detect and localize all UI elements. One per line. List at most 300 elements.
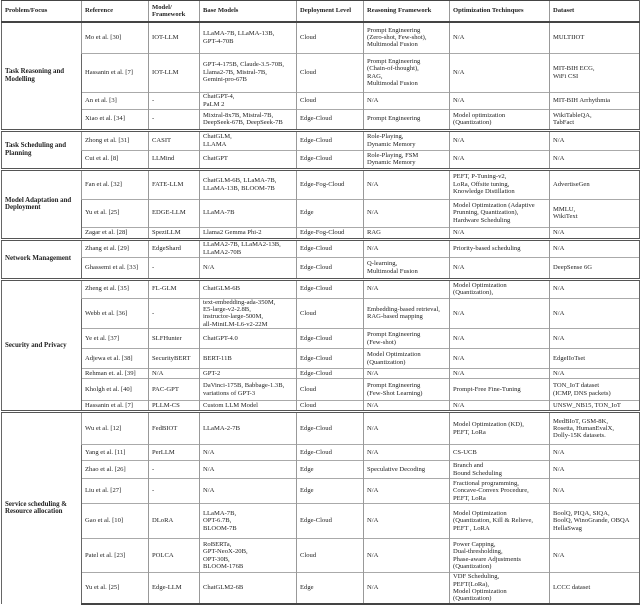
table-row [2,109,640,130]
table-row [2,239,640,257]
reasoning-line: N/A [367,401,379,409]
model-cell: - [149,257,200,279]
model-cell: EdgeShard [149,239,200,257]
base-models-line: DaVinci-175B, Babbage-1.3B, [203,382,285,390]
optimization-line: Concave-Convex Procedure, [453,487,529,495]
optimization-line: PEFT , LoRA [453,524,490,532]
table-row [2,279,640,298]
deployment-cell: Cloud [297,53,364,92]
dataset-line: N/A [553,334,565,342]
dataset-line: TON_IoT dataset [553,382,600,390]
dataset-line: HellaSwag [553,524,582,532]
optimization-cell [450,329,550,349]
dataset-line: N/A [553,285,565,293]
deployment-cell: Cloud [297,379,364,401]
optimization-line: N/A [453,401,465,409]
dataset-line: MedBIoT, GSM-8K, [553,417,609,425]
optimization-cell [450,169,550,199]
header-deployment: Deployment Level [297,1,364,23]
reasoning-cell [364,539,450,573]
dataset-cell [550,461,640,479]
base-models-line: variations of GPT-3 [203,389,256,397]
reasoning-cell [364,239,450,257]
base-models-line: LLaMA-7B [203,209,235,217]
dataset-line: MMLU, [553,205,576,213]
reference-cell: Gao et al. [10] [82,504,149,539]
optimization-line: (Quantization) [453,119,492,126]
base-models-cell [200,109,297,130]
base-models-line: LLaMA-7B, LLaMA-13B, [203,30,275,38]
dataset-line: BoolQ, WinoGrande, OBQA [553,517,630,525]
deployment-cell: Cloud [297,401,364,412]
optimization-line: (Quantization), [453,289,494,296]
base-models-cell [200,257,297,279]
problem-focus-cell: Task Scheduling and Planning [2,130,82,169]
base-models-cell [200,150,297,169]
model-cell: Edge-LLM [149,573,200,604]
reference-cell: Zhong et al. [31] [82,130,149,150]
reasoning-line: Speculative Decoding [367,465,426,473]
deployment-cell: Edge-Fog-Cloud [297,169,364,199]
reasoning-cell [364,298,450,329]
model-cell: EDGE-LLM [149,199,200,227]
optimization-line: Model optimization [453,111,506,119]
deployment-cell: Cloud [297,92,364,109]
dataset-cell [550,573,640,604]
dataset-line: Dolly-15K datasets. [553,432,606,440]
optimization-line: N/A [453,263,465,271]
deployment-cell: Cloud [297,539,364,573]
survey-table [1,0,640,605]
optimization-line: N/A [453,354,465,362]
problem-focus-cell: Service scheduling & Resource allocation [2,412,82,604]
reasoning-cell [364,169,450,199]
dataset-line: N/A [553,487,565,495]
optimization-line: PEFT(LoRa), [453,580,490,588]
optimization-line: Model Optimization (Adaptive [453,201,535,209]
dataset-cell [550,227,640,239]
base-models-line: LLaMA-7B, [203,510,237,518]
reasoning-cell [364,257,450,279]
optimization-cell [450,379,550,401]
reasoning-line: Prompt Engineering [367,57,421,65]
dataset-line: N/A [553,465,565,473]
optimization-cell [450,92,550,109]
base-models-line: ChatGPT [203,155,228,163]
optimization-cell [450,257,550,279]
optimization-line: Dual-thresholding, [453,548,503,556]
optimization-line: Prompt-Free Fine-Tuning [453,385,521,393]
optimization-cell [450,279,550,298]
optimization-cell [450,369,550,379]
table-row [2,379,640,401]
reasoning-line: RAG [367,228,381,236]
deployment-cell: Edge [297,199,364,227]
optimization-line: PEFT, P-Tuning-v2, [453,173,507,181]
base-models-line: instructor-large-500M, [203,313,263,321]
base-models-line: PaLM 2 [203,100,225,108]
model-cell: CASIT [149,130,200,150]
optimization-line: Power Capping, [453,540,496,548]
reference-cell: Liu et al. [27] [82,479,149,504]
reasoning-line: N/A [367,180,379,188]
reasoning-line: N/A [367,244,379,252]
dataset-line: N/A [553,551,565,559]
model-cell: IOT-LLM [149,53,200,92]
base-models-cell [200,401,297,412]
reasoning-line: Multimodal Fusion [367,41,418,49]
reference-cell: Wu et al. [12] [82,412,149,445]
reference-cell: Xiao et al. [34] [82,109,149,130]
base-models-line: ChatGPT-4.0 [203,334,238,342]
base-models-line: LLAMA [203,140,227,148]
deployment-cell: Edge-Cloud [297,109,364,130]
optimization-line: PEFT, LoRa [453,494,486,502]
dataset-line: MULTIIOT [553,34,585,42]
model-cell: - [149,461,200,479]
optimization-line: N/A [453,155,465,163]
optimization-cell [450,504,550,539]
optimization-cell [450,401,550,412]
base-models-line: Gemini-pro-67B [203,76,247,84]
table-row [2,227,640,239]
header-dataset: Dataset [550,1,640,23]
reasoning-line: Dynamic Memory [367,140,416,148]
model-cell: - [149,298,200,329]
base-models-line: ChatGLM, [203,133,232,141]
reasoning-cell [364,349,450,369]
base-models-line: BLOOM-7B [203,524,237,532]
base-models-line: Llama2 Gemma Phi-2 [203,228,262,236]
dataset-line: N/A [553,309,565,317]
reference-cell: Zhao et al. [26] [82,461,149,479]
base-models-cell [200,329,297,349]
reference-cell: Fan et al. [32] [82,169,149,199]
base-models-cell [200,479,297,504]
dataset-line: WiFi CSI [553,72,579,80]
reference-cell: Ye et al. [37] [82,329,149,349]
model-cell: POLCA [149,539,200,573]
optimization-line: N/A [453,228,465,236]
table-row [2,412,640,445]
table-row [2,401,640,412]
reasoning-cell [364,279,450,298]
reasoning-cell [364,329,450,349]
dataset-line: DeepSense 6G [553,263,593,271]
model-cell: PLLM-CS [149,401,200,412]
model-cell: FATE-LLM [149,169,200,199]
table-row [2,169,640,199]
table-row [2,504,640,539]
header-reasoning: Reasoning Framework [364,1,450,23]
dataset-line: N/A [553,369,565,377]
reference-cell: Yu et al. [25] [82,573,149,604]
deployment-cell: Edge-Cloud [297,239,364,257]
optimization-cell [450,479,550,504]
reference-cell: Adjewa et al. [38] [82,349,149,369]
reasoning-line: N/A [367,551,379,559]
dataset-cell [550,199,640,227]
base-models-cell [200,298,297,329]
base-models-cell [200,22,297,53]
deployment-cell: Edge-Cloud [297,504,364,539]
table-row [2,329,640,349]
reference-cell: Yu et al. [25] [82,199,149,227]
base-models-line: DeepSeek-67B, DeepSeek-7B [203,119,283,126]
deployment-cell: Edge-Cloud [297,329,364,349]
model-cell: - [149,92,200,109]
table-row [2,369,640,379]
optimization-line: Priority-based scheduling [453,244,521,252]
optimization-line: (Quantization, Kill & Relieve, [453,517,534,525]
base-models-cell [200,349,297,369]
deployment-cell: Cloud [297,22,364,53]
dataset-line: WikiText [553,213,578,220]
base-models-line: text-embedding-ada-350M, [203,298,276,306]
optimization-line: (Quantization) [453,595,492,603]
reasoning-line: Embedding-based retrieval, [367,305,440,313]
dataset-cell [550,479,640,504]
base-models-line: ChatGLM-6B, LLaMA-7B, [203,177,277,185]
base-models-line: all-MiniLM-L6-v2-22M [203,320,268,328]
dataset-cell [550,109,640,130]
reference-cell: Cui et al. [8] [82,150,149,169]
optimization-cell [450,461,550,479]
base-models-line: GPT-NeoX-20B, [203,548,248,556]
dataset-line: MIT-BIH ECG, [553,65,595,73]
optimization-cell [450,349,550,369]
optimization-line: Prunning, Quantization), [453,209,519,217]
problem-focus-cell: Security and Privacy [2,279,82,412]
optimization-line: N/A [453,34,465,42]
reasoning-line: (Quantization) [367,358,406,366]
header-base-models: Base Models [200,1,297,23]
base-models-cell [200,199,297,227]
base-models-cell [200,53,297,92]
base-models-line: E5-large-v2-2.8B, [203,305,251,313]
dataset-cell [550,92,640,109]
optimization-cell [450,445,550,461]
base-models-cell [200,573,297,604]
optimization-line: (Quantization) [453,563,492,571]
dataset-line: WikiTableQA, [553,111,592,119]
table-row [2,92,640,109]
dataset-cell [550,239,640,257]
optimization-line: CS-UCB [453,448,477,456]
optimization-line: Branch and [453,462,484,470]
header-problem: Problem/Focus [2,1,82,23]
base-models-line: GPT-4-175B, Claude-3.5-70B, [203,61,285,69]
base-models-line: OPT-30B, [203,555,230,563]
base-models-line: LLaMA-2-7B [203,424,240,432]
reasoning-line: N/A [367,209,379,217]
reasoning-cell [364,379,450,401]
base-models-line: LLaMA-13B, BLOOM-7B [203,184,275,192]
optimization-line: N/A [453,136,465,144]
deployment-cell: Edge-Cloud [297,349,364,369]
model-cell: SLFHunter [149,329,200,349]
reasoning-line: Prompt Engineering [367,331,421,339]
table-row [2,257,640,279]
reasoning-line: Prompt Engineering [367,26,421,34]
optimization-line: Model Optimization [453,510,507,518]
base-models-cell [200,539,297,573]
reasoning-cell [364,199,450,227]
dataset-line: Rosetta, HumanEvalX, [553,424,614,432]
reasoning-line: N/A [367,448,379,456]
base-models-line: Mixtral-8x7B, Mistral-7B, [203,111,274,119]
reasoning-line: (Zero-shot, Few-shot), [367,34,427,42]
optimization-line: Fractional programming, [453,480,519,488]
base-models-cell [200,92,297,109]
deployment-cell: Edge [297,479,364,504]
reasoning-line: Model Optimization [367,351,421,359]
model-cell: N/A [149,369,200,379]
reasoning-line: Multimodal Fusion [367,267,418,275]
reference-cell: Zhang et al. [29] [82,239,149,257]
model-cell: PAC-GPT [149,379,200,401]
reasoning-line: N/A [367,584,379,592]
optimization-cell [450,539,550,573]
base-models-line: ChatGLM-6B [203,285,240,293]
deployment-cell: Edge-Cloud [297,257,364,279]
base-models-cell [200,227,297,239]
base-models-line: OPT-6.7B, [203,517,232,525]
dataset-cell [550,329,640,349]
dataset-cell [550,279,640,298]
optimization-cell [450,130,550,150]
optimization-line: N/A [453,68,465,76]
base-models-cell [200,445,297,461]
deployment-cell: Cloud [297,298,364,329]
reasoning-line: N/A [367,369,379,377]
reasoning-cell [364,461,450,479]
reasoning-line: N/A [367,424,379,432]
reference-cell: Hassanin et al. [7] [82,401,149,412]
deployment-cell: Edge-Cloud [297,369,364,379]
model-cell: LLMind [149,150,200,169]
reasoning-cell [364,504,450,539]
dataset-line: MIT-BIH Arrhythmia [553,96,611,104]
dataset-cell [550,401,640,412]
dataset-cell [550,22,640,53]
header-reference: Reference [82,1,149,23]
base-models-line: RoBERTa, [203,540,232,548]
model-cell: FedBIOT [149,412,200,445]
model-cell: PerLLM [149,445,200,461]
reasoning-line: (Chain-of-thought), [367,65,419,73]
deployment-cell: Edge-Cloud [297,445,364,461]
optimization-line: Model Optimization [453,281,507,289]
reasoning-line: Multimodal Fusion [367,79,418,87]
deployment-cell: Edge-Fog-Cloud [297,227,364,239]
base-models-line: N/A [203,263,215,271]
base-models-line: LLaMA2-7B, LLaMA2-13B, [203,241,281,249]
dataset-cell [550,150,640,169]
optimization-cell [450,298,550,329]
deployment-cell: Edge [297,573,364,604]
optimization-cell [450,53,550,92]
base-models-cell [200,379,297,401]
dataset-line: N/A [553,244,565,252]
table-row [2,461,640,479]
reference-cell: Rehman et. al. [39] [82,369,149,379]
reasoning-line: Role-Playing, [367,133,404,141]
base-models-line: Custom LLM Model [203,401,258,409]
reasoning-cell [364,573,450,604]
dataset-line: N/A [553,136,565,144]
table-row [2,298,640,329]
optimization-line: Phase-aware Adjustments [453,555,521,563]
reasoning-cell [364,445,450,461]
dataset-line: (ICMP, DNS packets) [553,389,611,397]
optimization-line: N/A [453,96,465,104]
problem-focus-cell: Model Adaptation and Deployment [2,169,82,239]
base-models-cell [200,130,297,150]
deployment-cell: Edge [297,461,364,479]
reference-cell: An et al. [3] [82,92,149,109]
base-models-line: N/A [203,465,215,473]
base-models-cell [200,369,297,379]
reasoning-line: RAG-based mapping [367,313,423,321]
problem-focus-cell: Network Management [2,239,82,279]
reference-cell: Kholgh et al. [40] [82,379,149,401]
reasoning-line: RAG, [367,72,383,80]
dataset-cell [550,257,640,279]
dataset-cell [550,53,640,92]
dataset-line: TabFact [553,119,575,126]
reasoning-cell [364,22,450,53]
dataset-cell [550,445,640,461]
header-optimization: Optimization Techinques [450,1,550,23]
reference-cell: Zagar et al. [28] [82,227,149,239]
optimization-line: N/A [453,334,465,342]
model-cell: - [149,109,200,130]
base-models-cell [200,461,297,479]
header-model: Model/ Framework [149,1,200,23]
optimization-cell [450,22,550,53]
reasoning-cell [364,401,450,412]
base-models-cell [200,239,297,257]
model-cell: DLoRA [149,504,200,539]
dataset-line: UNSW_NB15, TON_IoT [553,401,621,409]
reasoning-line: N/A [367,487,379,495]
dataset-line: N/A [553,155,565,163]
reasoning-cell [364,92,450,109]
reference-cell: Webb et al. [36] [82,298,149,329]
reasoning-cell [364,130,450,150]
reasoning-cell [364,369,450,379]
problem-focus-cell: Task Reasoning and Modelling [2,22,82,130]
table-row [2,539,640,573]
reasoning-line: Dynamic Memory [367,159,416,166]
reasoning-cell [364,227,450,239]
table-body [2,22,640,604]
dataset-line: EdgeIIoTset [553,354,586,362]
table-row [2,445,640,461]
reasoning-cell [364,109,450,130]
optimization-line: Hardware Scheduling [453,216,511,224]
optimization-line: Model Optimization (KD), [453,421,524,429]
base-models-line: N/A [203,448,215,456]
base-models-cell [200,412,297,445]
dataset-cell [550,379,640,401]
base-models-line: N/A [203,487,215,495]
optimization-cell [450,239,550,257]
reasoning-line: N/A [367,285,379,293]
table-row [2,150,640,169]
optimization-line: N/A [453,309,465,317]
